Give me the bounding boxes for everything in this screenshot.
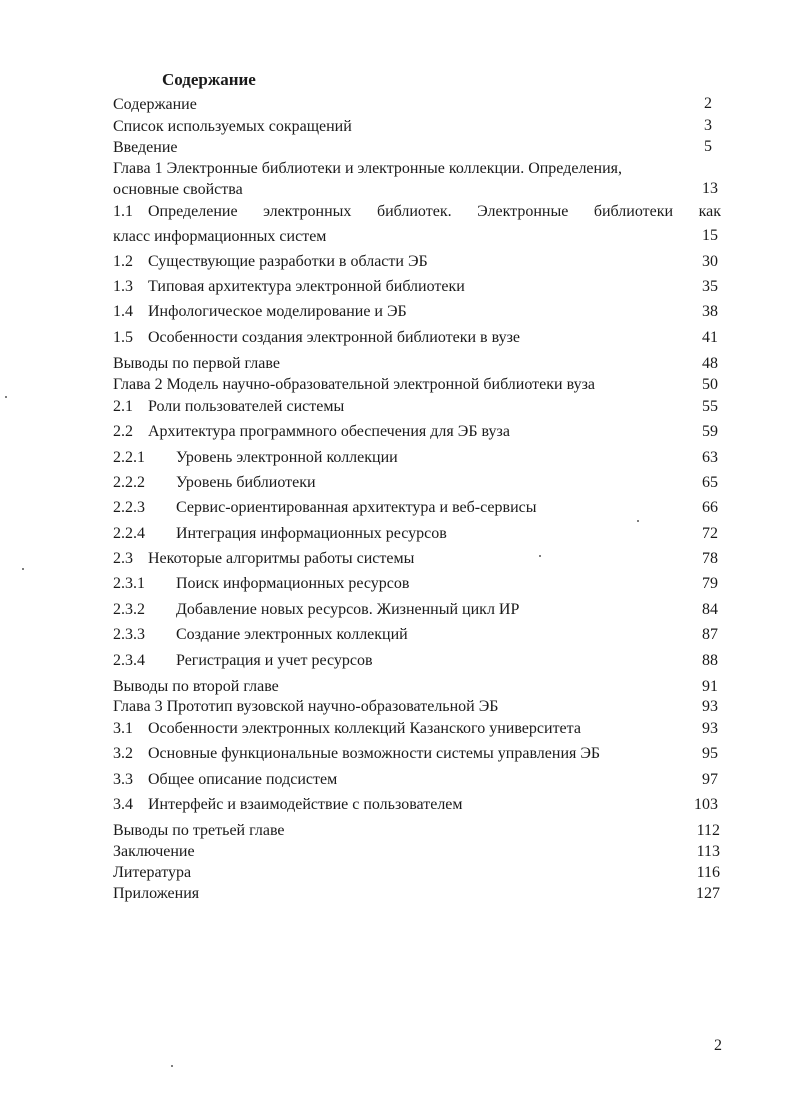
toc-num: 2.3.3 <box>113 626 145 643</box>
toc-page-number: 103 <box>694 796 718 813</box>
toc-entry-text: Глава 2 Модель научно-образовательной электронной библиотеки вуза <box>113 376 595 393</box>
page-number: 2 <box>714 1037 722 1054</box>
toc-entry-text: Глава 1 Электронные библиотеки и электронные коллекции. Определения, <box>113 160 623 177</box>
toc-page-number: 38 <box>702 303 718 320</box>
toc-entry-text: Интерфейс и взаимодействие с пользователем <box>148 796 463 813</box>
toc-num: 1.4 <box>113 303 133 320</box>
toc-num: 2.2.1 <box>113 449 145 466</box>
toc-entry-text: Сервис-ориентированная архитектура и веб-сервисы <box>176 499 537 516</box>
toc-num: 2.2.2 <box>113 474 145 491</box>
toc-page-number: 93 <box>702 720 718 737</box>
toc-entry-text: Выводы по второй главе <box>113 678 279 695</box>
toc-page-number: 41 <box>702 329 718 346</box>
toc-entry-text: Регистрация и учет ресурсов <box>176 652 373 669</box>
toc-num: 2.3.4 <box>113 652 145 669</box>
toc-entry-text: Поиск информационных ресурсов <box>176 575 410 592</box>
toc-page-number: 78 <box>702 550 718 567</box>
scan-speck <box>5 396 7 398</box>
toc-page-number: 48 <box>702 355 718 372</box>
toc-page-number: 116 <box>696 864 720 881</box>
toc-page-number: 88 <box>702 652 718 669</box>
toc-page-number: 30 <box>702 253 718 270</box>
toc-num: 1.3 <box>113 278 133 295</box>
toc-page-number: 79 <box>702 575 718 592</box>
toc-entry-text: Архитектура программного обеспечения для ЭБ вуза <box>148 423 510 440</box>
toc-page-number: 2 <box>704 95 712 112</box>
toc-num: 1.1 <box>113 203 133 220</box>
toc-entry-text: Особенности создания электронной библиотеки в вузе <box>148 329 521 346</box>
toc-page-number: 50 <box>702 376 718 393</box>
toc-entry-text: Выводы по третьей главе <box>113 822 285 839</box>
toc-page-number: 72 <box>702 525 718 542</box>
toc-entry-text: Основные функциональные возможности системы управления ЭБ <box>148 745 601 762</box>
toc-entry-text: Определение электронных библиотек. Электронные библиотеки как <box>148 203 721 220</box>
toc-num: 1.2 <box>113 253 133 270</box>
toc-num: 3.4 <box>113 796 133 813</box>
toc-page-number: 113 <box>696 843 720 860</box>
scan-speck <box>637 520 639 522</box>
toc-entry-text: Интеграция информационных ресурсов <box>176 525 447 542</box>
toc-entry-text: Общее описание подсистем <box>148 771 338 788</box>
scan-speck <box>171 1065 173 1067</box>
toc-page-number: 65 <box>702 474 718 491</box>
toc-page-number: 91 <box>702 678 718 695</box>
toc-entry-text: Уровень электронной коллекции <box>176 449 398 466</box>
toc-page-number: 3 <box>704 117 712 134</box>
toc-page-number: 59 <box>702 423 718 440</box>
toc-entry-text: основные свойства <box>113 181 243 198</box>
scan-speck <box>22 568 24 570</box>
toc-entry-text: Уровень библиотеки <box>176 474 316 491</box>
toc-entry-text: Приложения <box>113 885 200 902</box>
toc-entry-text: Создание электронных коллекций <box>176 626 408 643</box>
toc-page-number: 55 <box>702 398 718 415</box>
toc-page-number: 5 <box>704 138 712 155</box>
toc-page-number: 93 <box>702 698 718 715</box>
toc-entry-text: Литература <box>113 864 192 881</box>
toc-num: 2.2.3 <box>113 499 145 516</box>
toc-page-number: 84 <box>702 601 718 618</box>
toc-entry-text: Некоторые алгоритмы работы системы <box>148 550 415 567</box>
toc-page-number: 95 <box>702 745 718 762</box>
scan-speck <box>539 555 541 557</box>
toc-num: 2.3.2 <box>113 601 145 618</box>
toc-entry-text: Особенности электронных коллекций Казанского университета <box>148 720 581 737</box>
toc-num: 3.3 <box>113 771 133 788</box>
toc-page-number: 15 <box>702 227 718 244</box>
toc-entry-s1-1[interactable] <box>148 202 721 222</box>
toc-page-number: 97 <box>702 771 718 788</box>
toc-page-number: 127 <box>696 885 720 902</box>
toc-num: 1.5 <box>113 329 133 346</box>
toc-num: 2.3.1 <box>113 575 145 592</box>
toc-num: 3.1 <box>113 720 133 737</box>
toc-entry-text: Глава 3 Прототип вузовской научно-образовательной ЭБ <box>113 698 499 715</box>
toc-entry-text: Типовая архитектура электронной библиотеки <box>148 278 465 295</box>
toc-entry-text: Содержание <box>113 96 197 113</box>
toc-heading: Содержание <box>162 70 256 89</box>
toc-entry-text: Существующие разработки в области ЭБ <box>148 253 428 270</box>
toc-entry-text: Инфологическое моделирование и ЭБ <box>148 303 407 320</box>
toc-num: 2.1 <box>113 398 133 415</box>
toc-entry-text: Роли пользователей системы <box>148 398 345 415</box>
toc-num: 3.2 <box>113 745 133 762</box>
toc-page-number: 112 <box>696 822 720 839</box>
toc-entry-text: Добавление новых ресурсов. Жизненный цикл ИР <box>176 601 520 618</box>
toc-num: 2.2.4 <box>113 525 145 542</box>
toc-num: 2.2 <box>113 423 133 440</box>
toc-page-number: 66 <box>702 499 718 516</box>
toc-entry-text: Список используемых сокращений <box>113 118 352 135</box>
toc-page-number: 87 <box>702 626 718 643</box>
toc-num: 2.3 <box>113 550 133 567</box>
toc-entry-text: Выводы по первой главе <box>113 355 280 372</box>
toc-page-number: 63 <box>702 449 718 466</box>
toc-entry-text: Заключение <box>113 843 195 860</box>
toc-page-number: 13 <box>702 180 718 197</box>
toc-page-number: 35 <box>702 278 718 295</box>
toc-entry-text: Введение <box>113 139 178 156</box>
toc-entry-text: класс информационных систем <box>113 228 327 245</box>
